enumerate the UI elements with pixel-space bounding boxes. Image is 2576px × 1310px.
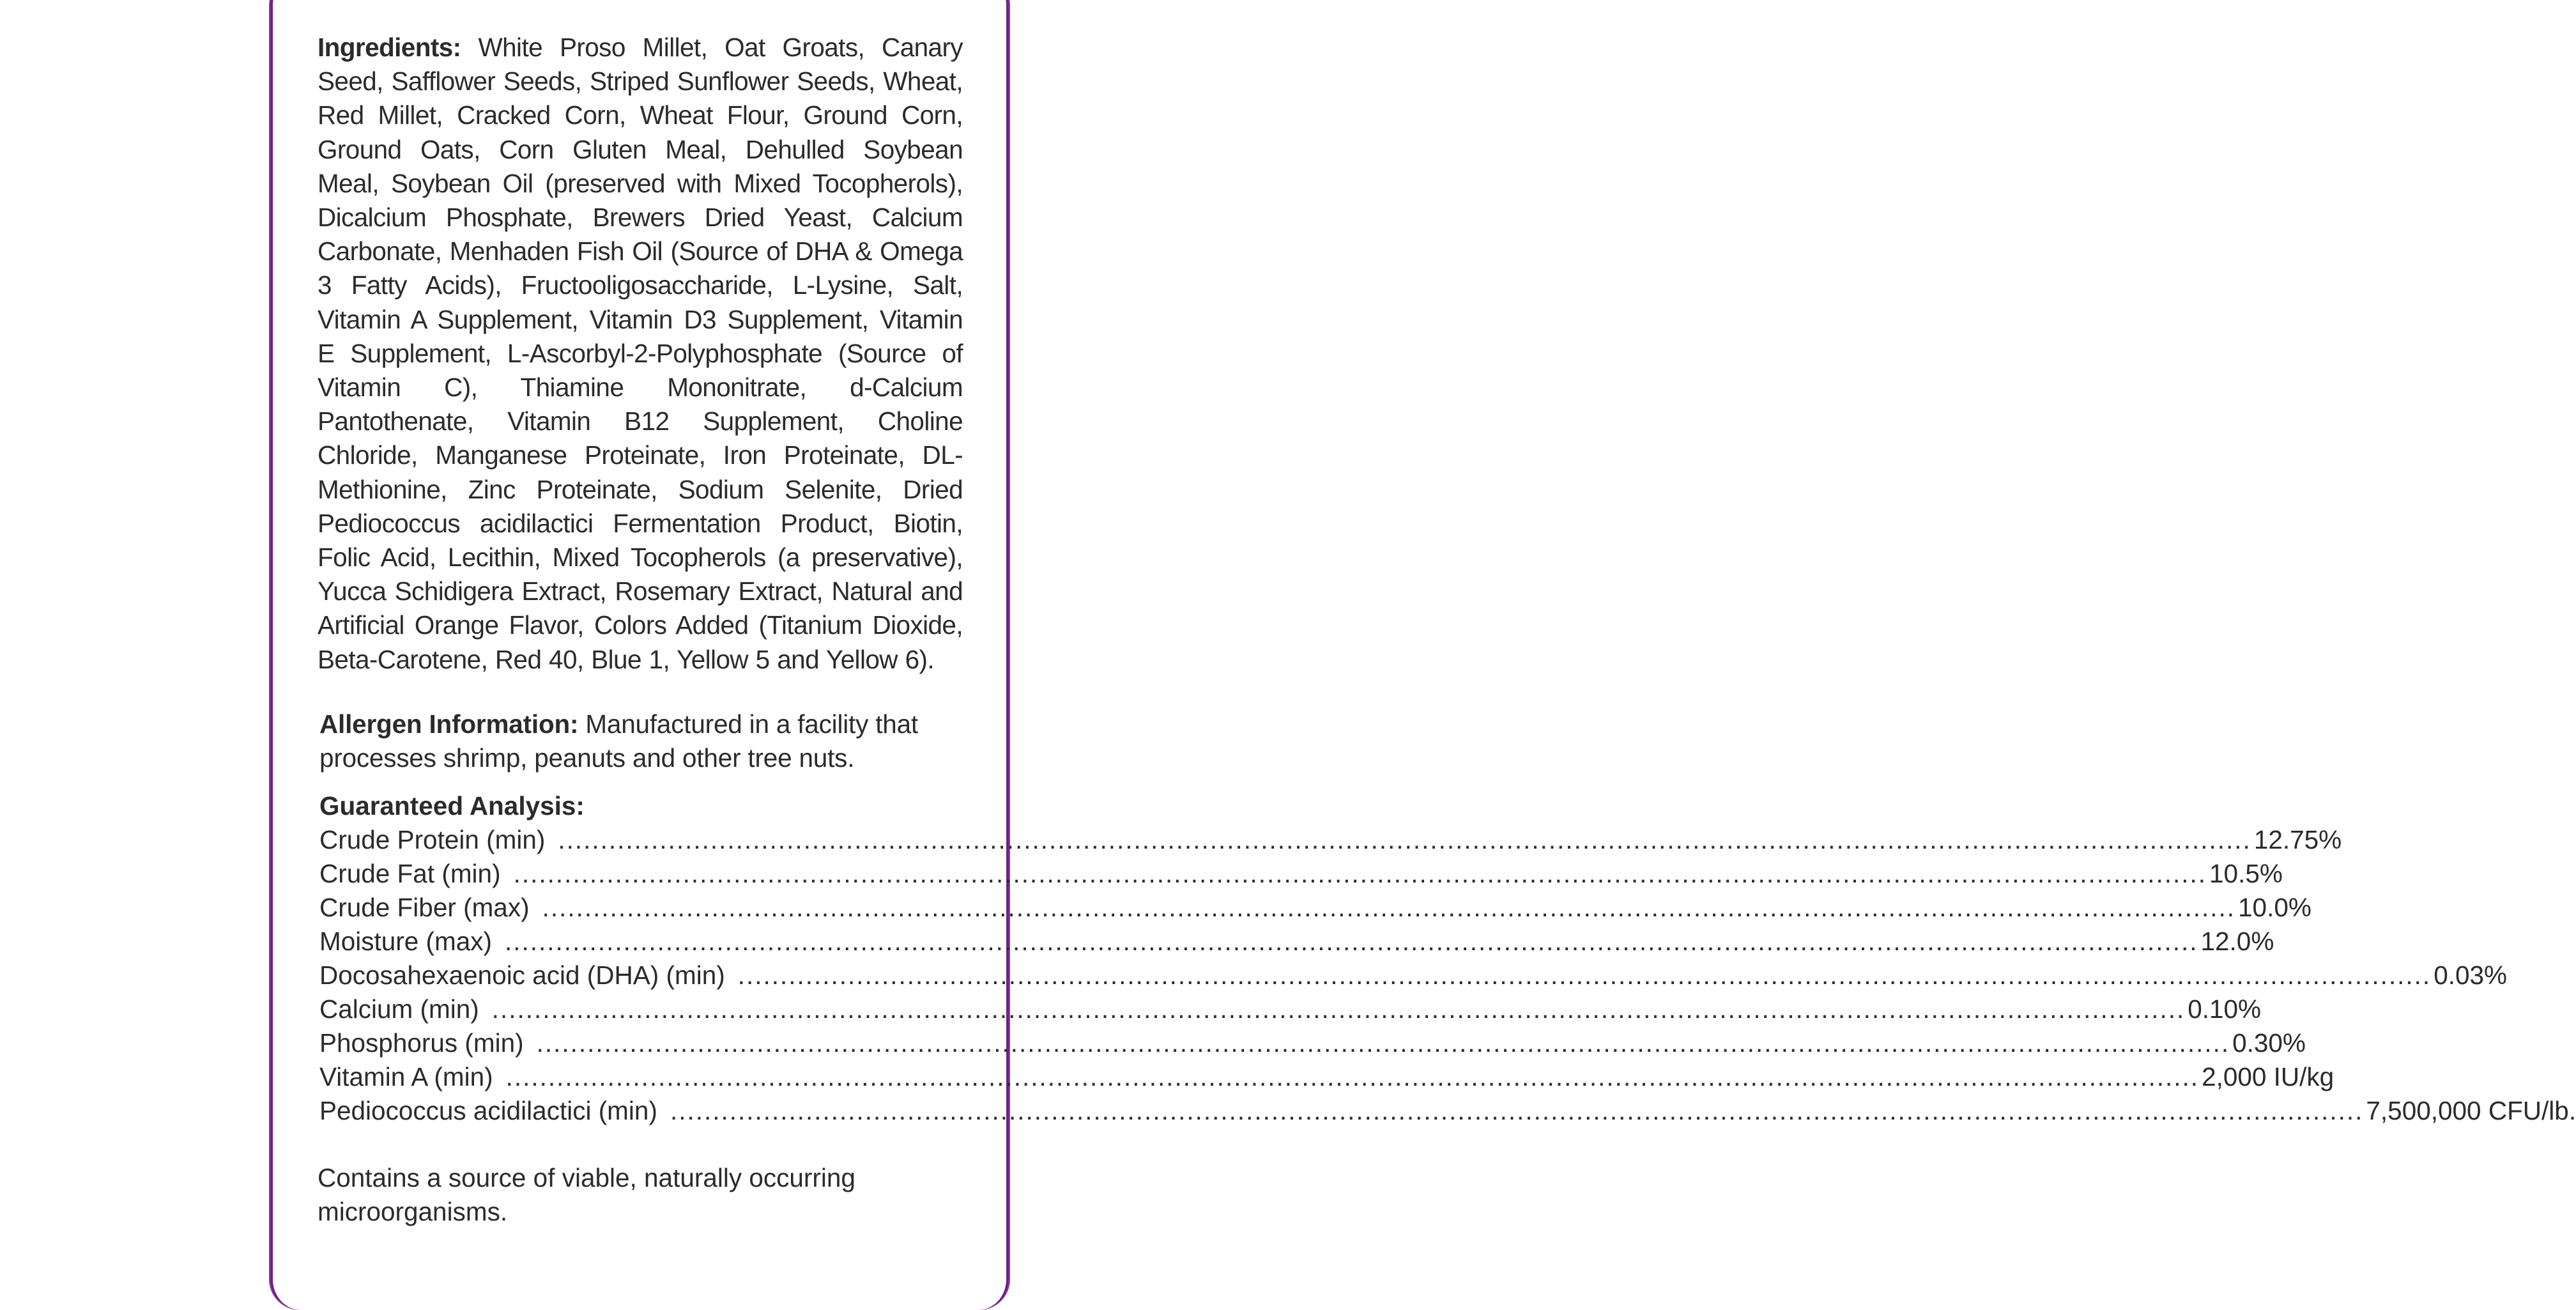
- dot-leader: ........................................................................................................................................................................................................: [505, 1061, 2200, 1091]
- dot-leader: ........................................................................................................................................................................................................: [558, 824, 2251, 854]
- microorganisms-note: Contains a source of viable, naturally occurring microorganisms.: [318, 1162, 855, 1226]
- guaranteed-analysis: [319, 789, 2576, 1128]
- analysis-row: [319, 959, 2508, 992]
- analysis-row-value: 7,500,000 CFU/lb.: [2366, 1095, 2576, 1125]
- analysis-row: [319, 925, 2274, 959]
- dot-leader: ........................................................................................................................................................................................................: [505, 926, 2198, 956]
- analysis-title: Guaranteed Analysis:: [319, 790, 585, 821]
- analysis-row: [319, 1094, 2576, 1128]
- ingredients-paragraph: [318, 31, 963, 677]
- dot-leader: ........................................................................................................................................................................................................: [536, 1028, 2230, 1058]
- dot-leader: ........................................................................................................................................................................................................: [513, 858, 2207, 888]
- analysis-row-label: Crude Protein (min): [319, 824, 546, 854]
- analysis-row-label: Vitamin A (min): [319, 1061, 493, 1091]
- analysis-rows: [319, 823, 2576, 1128]
- dot-leader: ........................................................................................................................................................................................................: [670, 1095, 2364, 1125]
- analysis-row-label: Phosphorus (min): [319, 1028, 524, 1058]
- allergen-paragraph: [319, 707, 963, 775]
- analysis-row-value: 0.10%: [2188, 994, 2262, 1024]
- analysis-row-label: Crude Fat (min): [319, 858, 501, 888]
- analysis-row: [319, 1026, 2306, 1060]
- label-content: [318, 31, 2576, 1229]
- analysis-row-value: 12.0%: [2200, 926, 2274, 956]
- dot-leader: ........................................................................................................................................................................................................: [737, 960, 2432, 990]
- analysis-row: [319, 857, 2283, 891]
- analysis-row-value: 0.30%: [2232, 1028, 2306, 1058]
- analysis-row: [319, 1060, 2334, 1094]
- analysis-row-value: 10.5%: [2209, 858, 2283, 888]
- dot-leader: ........................................................................................................................................................................................................: [542, 892, 2236, 922]
- analysis-row-value: 12.75%: [2253, 824, 2342, 854]
- ingredients-text: White Proso Millet, Oat Groats, Canary Seed, Safflower Seeds, Striped Sunflower Seeds, Wheat, Red Millet, Cracked Corn, Wheat Flour, Ground Corn, Ground Oats, Corn Gluten Meal, Dehulled Soybean Meal, Soybean Oil (preserved with Mixed Tocopherols), Dicalcium Phosphate, Brewers Dried Yeast, Calcium Carbonate, Menhaden Fish Oil (Source of DHA & Omega 3 Fatty Acids), Fructooligosaccharide, L-Lysine, Salt, Vitamin A Supplement, Vitamin D3 Supplement, Vitamin E Supplement, L-Ascorbyl-2-Polyphosphate (Source of Vitamin C), Thiamine Mononitrate, d-Calcium Pantothenate, Vitamin B12 Supplement, Choline Chloride, Manganese Proteinate, Iron Proteinate, DL-Methionine, Zinc Proteinate, Sodium Selenite, Dried Pediococcus acidilactici Fermentation Product, Biotin, Folic Acid, Lecithin, Mixed Tocopherols (a preservative), Yucca Schidigera Extract, Rosemary Extract, Natural and Artificial Orange Flavor, Colors Added (Titanium Dioxide, Beta-Carotene, Red 40, Blue 1, Yellow 5 and Yellow 6).: [318, 33, 963, 674]
- analysis-row-label: Crude Fiber (max): [319, 892, 530, 922]
- analysis-row: [319, 992, 2262, 1026]
- allergen-text: Manufactured in a facility that processes shrimp, peanuts and other tree nuts.: [319, 709, 918, 773]
- analysis-row-label: Moisture (max): [319, 926, 493, 956]
- analysis-row-label: Docosahexaenoic acid (DHA) (min): [319, 960, 725, 990]
- analysis-row-label: Pediococcus acidilactici (min): [319, 1095, 657, 1125]
- analysis-row: [319, 891, 2312, 925]
- dot-leader: ........................................................................................................................................................................................................: [491, 994, 2186, 1024]
- analysis-row-value: 10.0%: [2238, 892, 2312, 922]
- analysis-row-label: Calcium (min): [319, 994, 479, 1024]
- ingredients-heading: Ingredients:: [318, 33, 461, 62]
- analysis-row-value: 2,000 IU/kg: [2202, 1061, 2334, 1091]
- analysis-row: [319, 823, 2342, 857]
- allergen-heading: Allergen Information:: [319, 709, 579, 739]
- analysis-row-value: 0.03%: [2434, 960, 2508, 990]
